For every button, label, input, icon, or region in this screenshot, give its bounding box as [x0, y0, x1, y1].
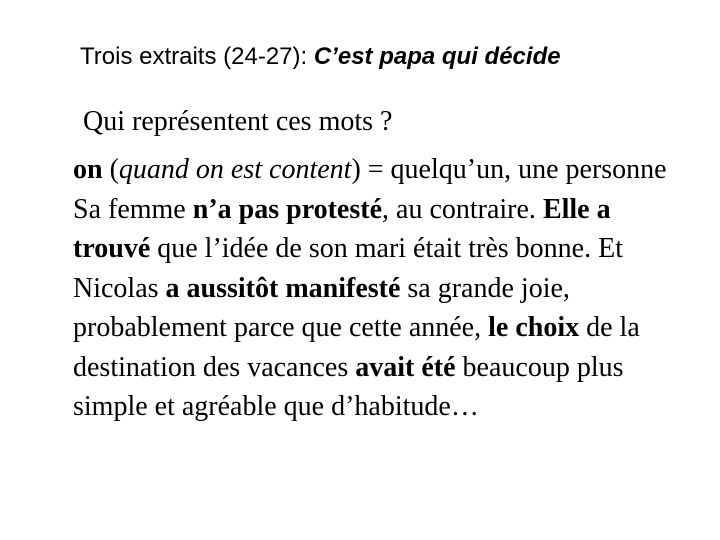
passage-segment: beaucoup plus simple et agréable que d’habitude…: [73, 351, 624, 422]
passage-segment: que l’idée de son mari était très bonne. Et Nicolas: [73, 233, 623, 304]
definition-line: [73, 150, 673, 190]
passage-highlight: n’a pas protesté: [192, 193, 383, 225]
passage-segment: , au contraire.: [382, 193, 543, 225]
definition-open-paren: (: [102, 154, 119, 185]
passage-highlight: le choix: [488, 312, 580, 343]
passage-segment: de la destination des vacances: [73, 312, 640, 383]
passage-paragraph: [73, 190, 673, 427]
passage-highlight: avait été: [355, 351, 456, 383]
slide-title-emphasis: C’est papa qui décide: [313, 43, 561, 70]
definition-context: quand on est content: [118, 154, 352, 185]
passage-highlight: a aussitôt manifesté: [165, 272, 401, 304]
slide-title: [80, 40, 700, 74]
slide-title-prefix: Trois extraits (24-27):: [80, 43, 314, 70]
passage-highlight: Elle a trouvé: [73, 193, 611, 264]
definition-rest: ) = quelqu’un, une personne: [351, 154, 667, 185]
question-heading: Qui représentent ces mots ?: [83, 106, 393, 137]
passage-segment: Sa femme: [73, 193, 193, 225]
definition-term: on: [73, 154, 103, 185]
passage-segment: sa grande joie, probablement parce que cette année,: [73, 272, 570, 343]
body-text: [73, 150, 673, 427]
